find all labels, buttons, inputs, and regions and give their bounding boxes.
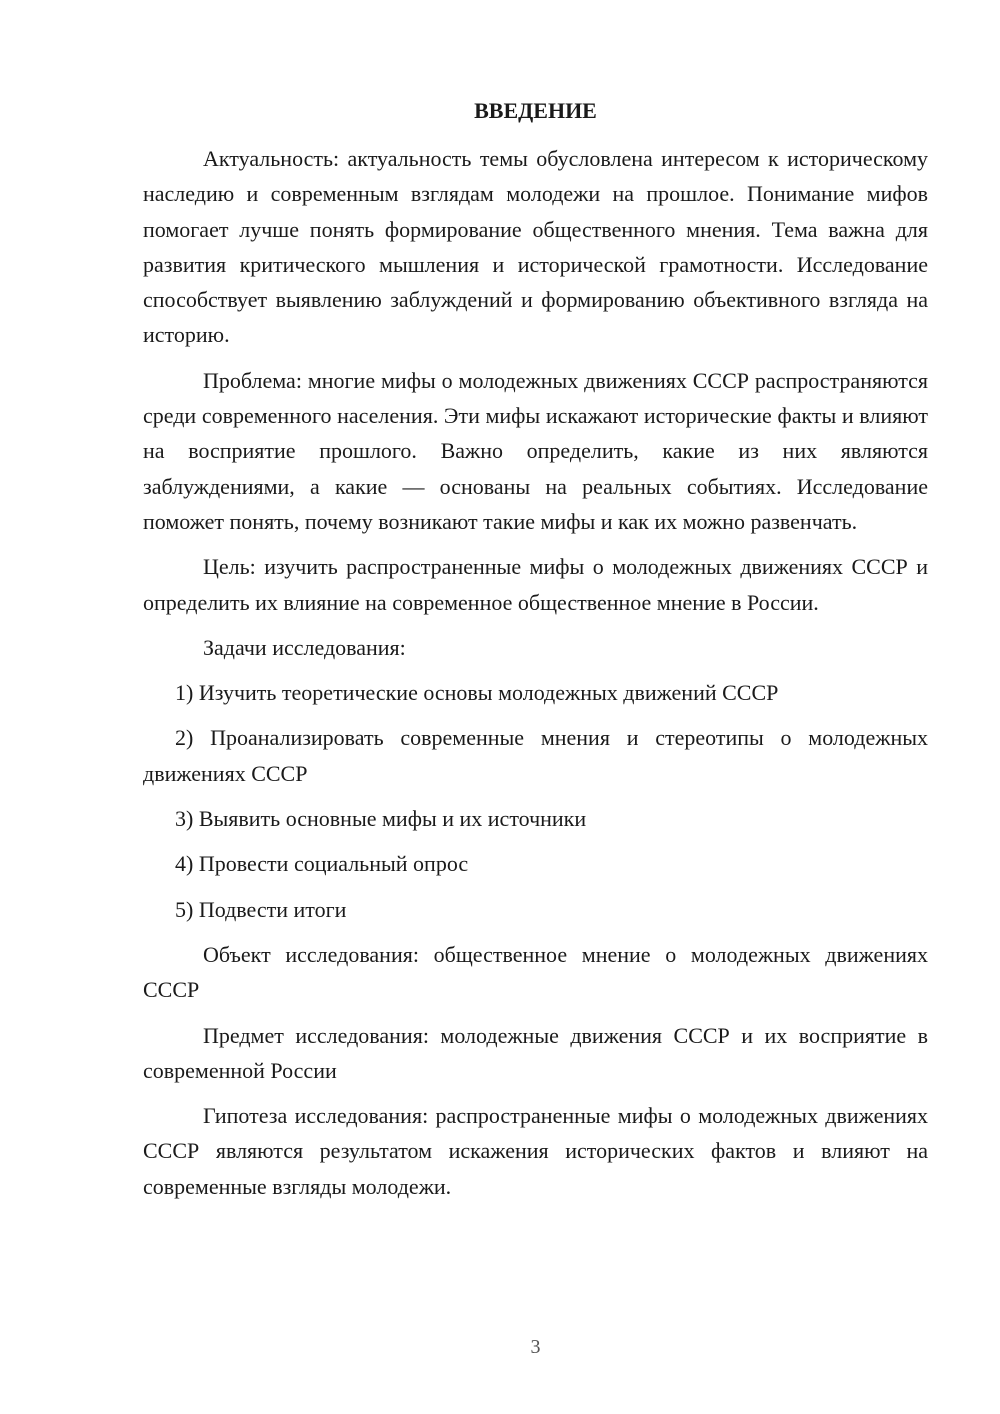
- subject-paragraph: Предмет исследования: молодежные движения СССР и их восприятие в современной России: [143, 1022, 928, 1083]
- goal-paragraph: Цель: изучить распространенные мифы о молодежных движениях СССР и определить их влияние на современное общественное мнение в России.: [143, 554, 928, 615]
- task-item-3: 3) Выявить основные мифы и их источники: [175, 806, 587, 832]
- hypothesis-paragraph: Гипотеза исследования: распространенные мифы о молодежных движениях СССР являются результатом искажения исторических фактов и влияют на современные взгляды молодежи.: [143, 1103, 928, 1199]
- relevance-paragraph: Актуальность: актуальность темы обусловлена интересом к историческому наследию и современным взглядам молодежи на прошлое. Понимание мифов помогает лучше понять формирование общественного мнения. Тема важна для развития критического мышления и исторической грамотности. Исследование способствует выявлению заблуждений и формированию объективного взгляда на историю.: [143, 146, 928, 348]
- task-item-2: 2) Проанализировать современные мнения и стереотипы о молодежных движениях СССР: [143, 725, 928, 786]
- page-number: 3: [530, 1336, 541, 1358]
- task-item-4: 4) Провести социальный опрос: [175, 851, 469, 877]
- page-title: ВВЕДЕНИЕ: [474, 98, 597, 123]
- task-item-1: 1) Изучить теоретические основы молодежных движений СССР: [175, 680, 779, 706]
- task-item-5: 5) Подвести итоги: [175, 896, 347, 922]
- object-paragraph: Объект исследования: общественное мнение о молодежных движениях СССР: [143, 941, 928, 1003]
- tasks-heading: Задачи исследования:: [203, 634, 406, 660]
- problem-paragraph: Проблема: многие мифы о молодежных движениях СССР распространяются среди современного населения. Эти мифы искажают исторические факты и влияют на восприятие прошлого. Важно определить, какие из них являются заблуждениями, а какие — основаны на реальных событиях. Исследование поможет понять, почему возникают такие мифы и как их можно развенчать.: [143, 367, 928, 534]
- document-page: [143, 0, 928, 1414]
- document-body: [143, 141, 928, 1214]
